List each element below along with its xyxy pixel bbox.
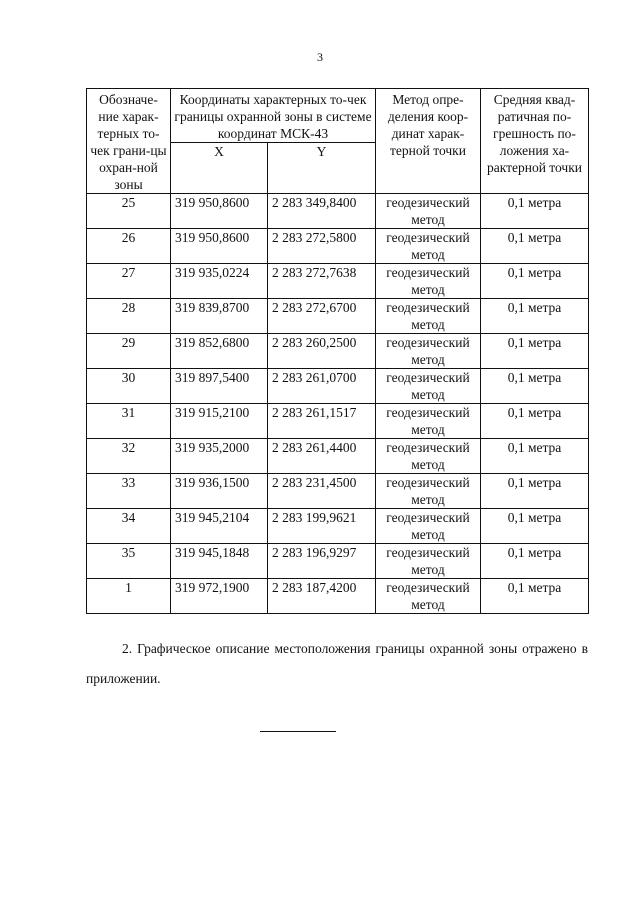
point-cell: 35 [87, 544, 171, 579]
x-cell: 319 972,1900 [171, 579, 268, 614]
table-row [87, 229, 589, 264]
table-row [87, 194, 589, 229]
method-cell: геодезический метод [376, 474, 481, 509]
x-cell: 319 935,2000 [171, 439, 268, 474]
page-number: 3 [317, 50, 323, 64]
y-cell: 2 283 272,5800 [268, 229, 376, 264]
point-cell: 1 [87, 579, 171, 614]
header-coordinates: Координаты характерных то-чек границы охранной зоны в системе координат МСК-43 [171, 89, 376, 143]
method-cell: геодезический метод [376, 334, 481, 369]
table-row [87, 579, 589, 614]
error-cell: 0,1 метра [481, 474, 589, 509]
error-cell: 0,1 метра [481, 264, 589, 299]
error-cell: 0,1 метра [481, 369, 589, 404]
y-cell: 2 283 196,9297 [268, 544, 376, 579]
x-cell: 319 950,8600 [171, 194, 268, 229]
header-error: Средняя квад-ратичная по-грешность по-ложения ха-рактерной точки [481, 89, 589, 194]
error-cell: 0,1 метра [481, 334, 589, 369]
point-cell: 34 [87, 509, 171, 544]
method-cell: геодезический метод [376, 404, 481, 439]
point-cell: 25 [87, 194, 171, 229]
header-method: Метод опре-деления коор-динат харак-терной точки [376, 89, 481, 194]
x-cell: 319 945,2104 [171, 509, 268, 544]
closing-line [260, 731, 336, 732]
table-row [87, 474, 589, 509]
table-row [87, 299, 589, 334]
x-cell: 319 945,1848 [171, 544, 268, 579]
header-point-designation: Обозначе-ние харак-терных то-чек грани-цы охран-ной зоны [87, 89, 171, 194]
header-y: Y [268, 143, 376, 194]
method-cell: геодезический метод [376, 299, 481, 334]
y-cell: 2 283 261,0700 [268, 369, 376, 404]
method-cell: геодезический метод [376, 439, 481, 474]
y-cell: 2 283 199,9621 [268, 509, 376, 544]
error-cell: 0,1 метра [481, 509, 589, 544]
point-cell: 27 [87, 264, 171, 299]
error-cell: 0,1 метра [481, 229, 589, 264]
point-cell: 28 [87, 299, 171, 334]
error-cell: 0,1 метра [481, 544, 589, 579]
header-x: X [171, 143, 268, 194]
error-cell: 0,1 метра [481, 194, 589, 229]
table-row [87, 264, 589, 299]
table-row [87, 544, 589, 579]
table-row [87, 404, 589, 439]
method-cell: геодезический метод [376, 229, 481, 264]
coordinates-table [86, 88, 589, 614]
error-cell: 0,1 метра [481, 299, 589, 334]
method-cell: геодезический метод [376, 369, 481, 404]
method-cell: геодезический метод [376, 194, 481, 229]
paragraph [86, 634, 588, 694]
method-cell: геодезический метод [376, 579, 481, 614]
table-row [87, 369, 589, 404]
table-body [87, 194, 589, 614]
y-cell: 2 283 260,2500 [268, 334, 376, 369]
point-cell: 30 [87, 369, 171, 404]
point-cell: 31 [87, 404, 171, 439]
table-row [87, 334, 589, 369]
x-cell: 319 839,8700 [171, 299, 268, 334]
y-cell: 2 283 187,4200 [268, 579, 376, 614]
method-cell: геодезический метод [376, 509, 481, 544]
point-cell: 26 [87, 229, 171, 264]
x-cell: 319 897,5400 [171, 369, 268, 404]
x-cell: 319 936,1500 [171, 474, 268, 509]
y-cell: 2 283 231,4500 [268, 474, 376, 509]
y-cell: 2 283 261,1517 [268, 404, 376, 439]
x-cell: 319 935,0224 [171, 264, 268, 299]
x-cell: 319 852,6800 [171, 334, 268, 369]
paragraph-text: 2. Графическое описание местоположения границы охранной зоны отражено в приложении. [86, 641, 588, 686]
y-cell: 2 283 261,4400 [268, 439, 376, 474]
table-row [87, 509, 589, 544]
point-cell: 29 [87, 334, 171, 369]
x-cell: 319 950,8600 [171, 229, 268, 264]
point-cell: 33 [87, 474, 171, 509]
method-cell: геодезический метод [376, 544, 481, 579]
x-cell: 319 915,2100 [171, 404, 268, 439]
y-cell: 2 283 272,6700 [268, 299, 376, 334]
error-cell: 0,1 метра [481, 439, 589, 474]
y-cell: 2 283 349,8400 [268, 194, 376, 229]
table-row [87, 439, 589, 474]
error-cell: 0,1 метра [481, 579, 589, 614]
y-cell: 2 283 272,7638 [268, 264, 376, 299]
method-cell: геодезический метод [376, 264, 481, 299]
point-cell: 32 [87, 439, 171, 474]
error-cell: 0,1 метра [481, 404, 589, 439]
